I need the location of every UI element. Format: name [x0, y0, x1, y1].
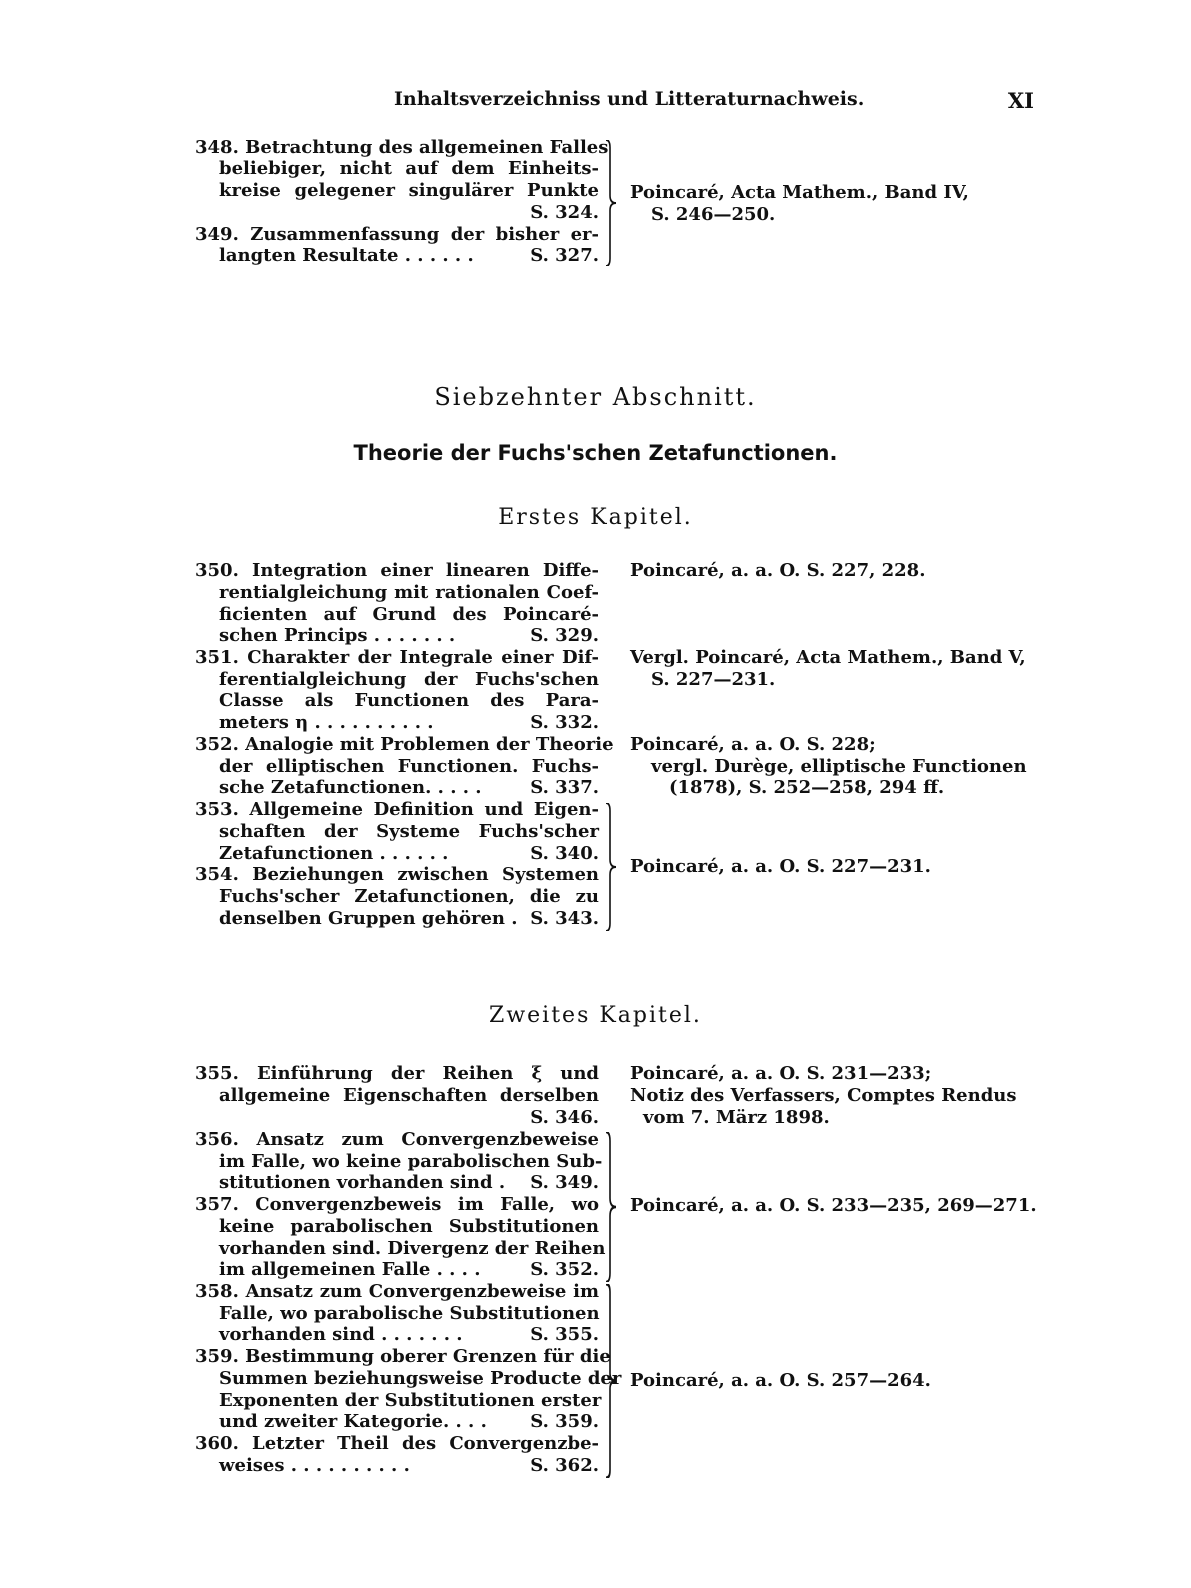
entry-356-line-3: stitutionen vorhanden sind . S. 349. — [219, 1172, 599, 1193]
page-number: XI — [1007, 88, 1034, 113]
entry-356-line-2: im Falle, wo keine parabolischen Sub- — [219, 1151, 603, 1172]
entry-357-line-2: keine parabolischen Substitutionen — [219, 1216, 599, 1237]
entry-350-line-2: rentialgleichung mit rationalen Coef- — [219, 582, 599, 603]
entry-359-line-4: und zweiter Kategorie. . . . S. 359. — [219, 1411, 599, 1432]
entry-356-line-1: 356. Ansatz zum Convergenzbeweise — [195, 1129, 599, 1150]
section-subtitle: Theorie der Fuchs'schen Zetafunctionen. — [353, 441, 838, 465]
ref-353-354: Poincaré, a. a. O. S. 227—231. — [630, 856, 931, 877]
brace-348-349 — [604, 140, 622, 266]
page-header — [394, 88, 1034, 113]
ref-355-line-2: Notiz des Verfassers, Comptes Rendus — [630, 1085, 1017, 1106]
entry-355-line-1: 355. Einführung der Reihen ξ und — [195, 1063, 599, 1084]
entry-359-line-1: 359. Bestimmung oberer Grenzen für die — [195, 1346, 611, 1367]
chapter-1-title: Erstes Kapitel. — [498, 505, 693, 530]
entry-359-line-2: Summen beziehungsweise Producte der — [219, 1368, 622, 1389]
entry-350-line-3: ficienten auf Grund des Poincaré- — [219, 604, 599, 625]
brace-356-357 — [604, 1132, 622, 1282]
entry-358-line-2: Falle, wo parabolische Substitutionen — [219, 1303, 600, 1324]
ref-355-line-1: Poincaré, a. a. O. S. 231—233; — [630, 1063, 932, 1084]
brace-353-354 — [604, 803, 622, 931]
entry-348-line-3: kreise gelegener singulärer Punkte — [219, 180, 599, 201]
entry-351-line-1: 351. Charakter der Integrale einer Dif- — [195, 647, 599, 668]
section-title: Siebzehnter Abschnitt. — [434, 383, 757, 411]
ref-348-line-1: Poincaré, Acta Mathem., Band IV, — [630, 182, 969, 203]
entry-359-line-3: Exponenten der Substitutionen erster — [219, 1390, 602, 1411]
entry-350-line-4: schen Princips . . . . . . . S. 329. — [219, 625, 599, 646]
entry-355-line-2: allgemeine Eigenschaften derselben — [219, 1085, 599, 1106]
entry-349-line-1: 349. Zusammenfassung der bisher er- — [195, 224, 599, 245]
entry-348-line-1: 348. Betrachtung des allgemeinen Falles — [195, 137, 609, 158]
entry-351-line-2: ferentialgleichung der Fuchs'schen — [219, 669, 599, 690]
entry-348-line-2: beliebiger, nicht auf dem Einheits- — [219, 158, 599, 179]
brace-358-360 — [604, 1284, 622, 1478]
ref-348-line-2: S. 246—250. — [651, 204, 776, 225]
ref-352-line-3: (1878), S. 252—258, 294 ff. — [669, 777, 945, 798]
ref-350: Poincaré, a. a. O. S. 227, 228. — [630, 560, 926, 581]
entry-349-line-2: langten Resultate . . . . . . S. 327. — [219, 245, 599, 266]
entry-353-line-1: 353. Allgemeine Definition und Eigen- — [195, 799, 599, 820]
entry-351-line-4: meters η . . . . . . . . . . S. 332. — [219, 712, 599, 733]
chapter-2-title: Zweites Kapitel. — [489, 1003, 702, 1028]
ref-352-line-1: Poincaré, a. a. O. S. 228; — [630, 734, 876, 755]
entry-351-line-3: Classe als Functionen des Para- — [219, 690, 599, 711]
entry-357-line-1: 357. Convergenzbeweis im Falle, wo — [195, 1194, 599, 1215]
ref-351-line-1: Vergl. Poincaré, Acta Mathem., Band V, — [630, 647, 1026, 668]
entry-357-line-4: im allgemeinen Falle . . . . S. 352. — [219, 1259, 599, 1280]
entry-352-line-3: sche Zetafunctionen. . . . . S. 337. — [219, 777, 599, 798]
entry-360-line-2: weises . . . . . . . . . . S. 362. — [219, 1455, 599, 1476]
entry-354-line-3: denselben Gruppen gehören . S. 343. — [219, 908, 599, 929]
entry-353-line-2: schaften der Systeme Fuchs'scher — [219, 821, 599, 842]
entry-358-line-1: 358. Ansatz zum Convergenzbeweise im — [195, 1281, 599, 1302]
ref-351-line-2: S. 227—231. — [651, 669, 776, 690]
ref-352-line-2: vergl. Durège, elliptische Functionen — [651, 756, 1027, 777]
entry-354-line-2: Fuchs'scher Zetafunctionen, die zu — [219, 886, 599, 907]
entry-360-line-1: 360. Letzter Theil des Convergenzbe- — [195, 1433, 599, 1454]
ref-358-360: Poincaré, a. a. O. S. 257—264. — [630, 1370, 931, 1391]
entry-354-line-1: 354. Beziehungen zwischen Systemen — [195, 864, 599, 885]
ref-355-line-3: vom 7. März 1898. — [643, 1107, 830, 1128]
entry-353-line-3: Zetafunctionen . . . . . . S. 340. — [219, 843, 599, 864]
running-title: Inhaltsverzeichniss und Litteraturnachweis. — [394, 88, 865, 110]
entry-352-line-2: der elliptischen Functionen. Fuchs- — [219, 756, 599, 777]
entry-358-line-3: vorhanden sind . . . . . . . S. 355. — [219, 1324, 599, 1345]
entry-357-line-3: vorhanden sind. Divergenz der Reihen — [219, 1238, 606, 1259]
ref-356-357: Poincaré, a. a. O. S. 233—235, 269—271. — [630, 1195, 1037, 1216]
entry-350-line-1: 350. Integration einer linearen Diffe- — [195, 560, 599, 581]
entry-352-line-1: 352. Analogie mit Problemen der Theorie — [195, 734, 614, 755]
